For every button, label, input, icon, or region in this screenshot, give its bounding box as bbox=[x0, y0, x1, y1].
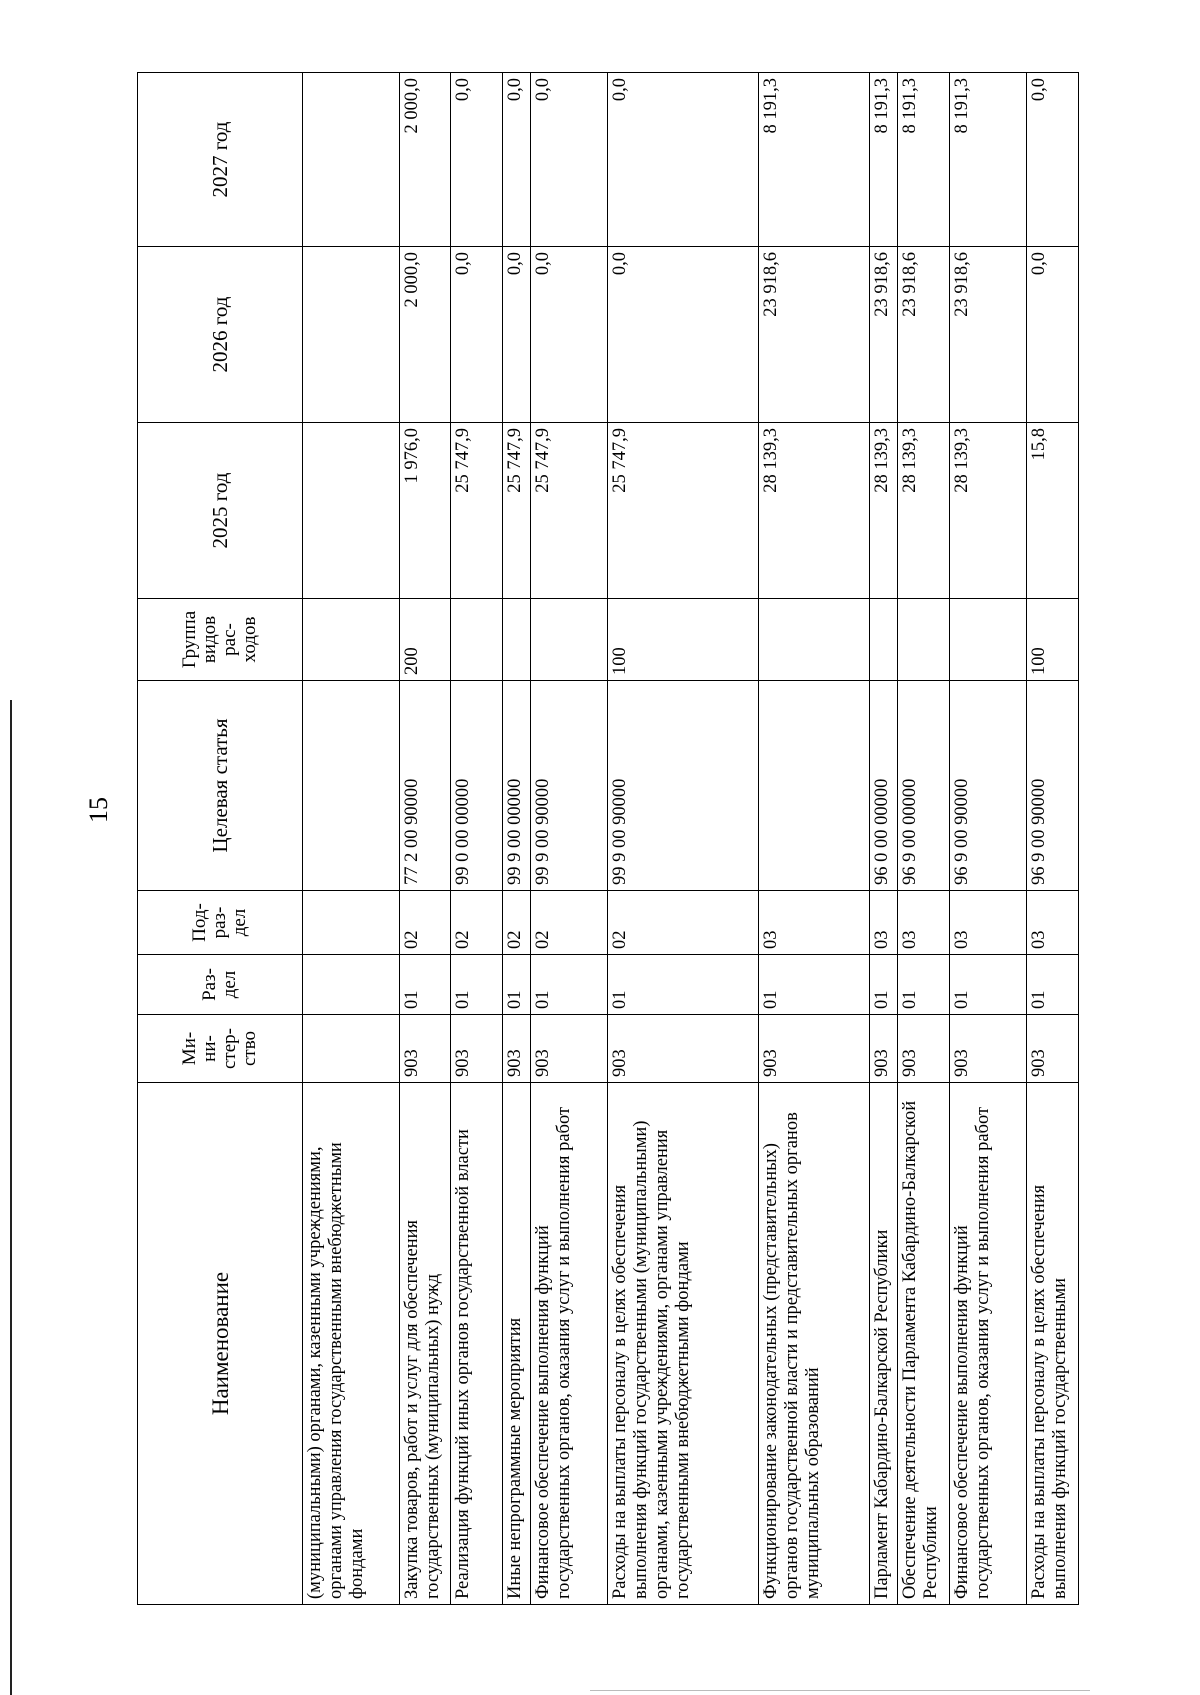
row-name: (муниципальными) органами, казенными учреждениями, органами управления государственными внебюджетными фондами bbox=[303, 1083, 400, 1605]
row-exp-group bbox=[870, 599, 898, 681]
row-2026 bbox=[303, 247, 400, 423]
header-ministry bbox=[138, 1015, 303, 1083]
row-section: 01 bbox=[399, 955, 451, 1015]
row-section: 01 bbox=[530, 955, 607, 1015]
row-ministry: 903 bbox=[898, 1015, 950, 1083]
page-number: 15 bbox=[84, 797, 113, 823]
table-row bbox=[303, 73, 400, 1605]
row-ministry: 903 bbox=[399, 1015, 451, 1083]
row-name: Реализация функций иных органов государственной власти bbox=[451, 1083, 503, 1605]
row-2025: 25 747,9 bbox=[451, 423, 503, 599]
row-2026: 23 918,6 bbox=[758, 247, 870, 423]
row-section: 01 bbox=[949, 955, 1026, 1015]
row-target: 99 0 00 00000 bbox=[451, 681, 503, 891]
row-2026: 23 918,6 bbox=[870, 247, 898, 423]
row-name: Парламент Кабардино-Балкарской Республики bbox=[870, 1083, 898, 1605]
row-2027: 0,0 bbox=[451, 73, 503, 247]
row-subsection: 03 bbox=[758, 891, 870, 955]
row-section: 01 bbox=[758, 955, 870, 1015]
row-name: Обеспечение деятельности Парламента Кабардино-Балкарской Республики bbox=[898, 1083, 950, 1605]
row-subsection: 03 bbox=[1027, 891, 1079, 955]
row-ministry: 903 bbox=[1027, 1015, 1079, 1083]
table-row bbox=[1027, 73, 1079, 1605]
row-target: 99 9 00 90000 bbox=[530, 681, 607, 891]
row-target: 96 9 00 90000 bbox=[1027, 681, 1079, 891]
row-target: 96 0 00 00000 bbox=[870, 681, 898, 891]
row-ministry: 903 bbox=[870, 1015, 898, 1083]
row-2025: 28 139,3 bbox=[870, 423, 898, 599]
row-2026: 0,0 bbox=[502, 247, 530, 423]
row-section bbox=[303, 955, 400, 1015]
row-2026: 23 918,6 bbox=[898, 247, 950, 423]
header-subsection bbox=[138, 891, 303, 955]
scan-bottom-rule bbox=[590, 1690, 1090, 1691]
table-row bbox=[399, 73, 451, 1605]
row-section: 01 bbox=[898, 955, 950, 1015]
row-ministry: 903 bbox=[502, 1015, 530, 1083]
row-exp-group bbox=[949, 599, 1026, 681]
row-exp-group: 100 bbox=[1027, 599, 1079, 681]
table-row bbox=[451, 73, 503, 1605]
budget-table-container bbox=[137, 73, 1079, 1605]
row-exp-group bbox=[758, 599, 870, 681]
header-2027: 2027 год bbox=[138, 73, 303, 247]
row-2027: 0,0 bbox=[1027, 73, 1079, 247]
row-ministry: 903 bbox=[608, 1015, 758, 1083]
row-2025: 28 139,3 bbox=[758, 423, 870, 599]
table-row bbox=[949, 73, 1026, 1605]
row-2027: 8 191,3 bbox=[870, 73, 898, 247]
row-name: Финансовое обеспечение выполнения функций государственных органов, оказания услуг и выполнения работ bbox=[949, 1083, 1026, 1605]
row-2026: 0,0 bbox=[1027, 247, 1079, 423]
row-ministry: 903 bbox=[530, 1015, 607, 1083]
row-exp-group bbox=[530, 599, 607, 681]
row-ministry: 903 bbox=[758, 1015, 870, 1083]
row-exp-group: 200 bbox=[399, 599, 451, 681]
row-2027: 2 000,0 bbox=[399, 73, 451, 247]
row-name: Расходы на выплаты персоналу в целях обеспечения выполнения функций государственными (муниципальными) органами, казенными учреждениями, органами управления государственными внебюджетными фондами bbox=[608, 1083, 758, 1605]
table-row bbox=[608, 73, 758, 1605]
table-row bbox=[870, 73, 898, 1605]
header-2025: 2025 год bbox=[138, 423, 303, 599]
row-subsection: 02 bbox=[399, 891, 451, 955]
row-target bbox=[758, 681, 870, 891]
row-exp-group bbox=[303, 599, 400, 681]
row-2025 bbox=[303, 423, 400, 599]
row-subsection: 02 bbox=[530, 891, 607, 955]
row-name: Финансовое обеспечение выполнения функций государственных органов, оказания услуг и выполнения работ bbox=[530, 1083, 607, 1605]
row-target: 77 2 00 90000 bbox=[399, 681, 451, 891]
row-2025: 25 747,9 bbox=[502, 423, 530, 599]
row-2027: 8 191,3 bbox=[949, 73, 1026, 247]
row-2027: 0,0 bbox=[608, 73, 758, 247]
table-row bbox=[502, 73, 530, 1605]
row-target: 96 9 00 90000 bbox=[949, 681, 1026, 891]
row-2025: 15,8 bbox=[1027, 423, 1079, 599]
row-subsection: 03 bbox=[949, 891, 1026, 955]
header-ministry-text: Ми- ни- стер- ство bbox=[179, 1028, 260, 1069]
row-2027: 8 191,3 bbox=[898, 73, 950, 247]
header-exp-group-text: Группа видов рас- ходов bbox=[179, 610, 260, 669]
row-2027: 0,0 bbox=[502, 73, 530, 247]
header-2026: 2026 год bbox=[138, 247, 303, 423]
row-2027: 0,0 bbox=[530, 73, 607, 247]
row-subsection: 02 bbox=[451, 891, 503, 955]
header-name: Наименование bbox=[138, 1083, 303, 1605]
row-subsection: 03 bbox=[898, 891, 950, 955]
row-section: 01 bbox=[1027, 955, 1079, 1015]
row-section: 01 bbox=[608, 955, 758, 1015]
row-name: Иные непрограммные мероприятия bbox=[502, 1083, 530, 1605]
row-ministry: 903 bbox=[949, 1015, 1026, 1083]
row-2026: 0,0 bbox=[608, 247, 758, 423]
scan-edge-line bbox=[10, 700, 12, 1695]
row-2027: 8 191,3 bbox=[758, 73, 870, 247]
row-subsection: 02 bbox=[608, 891, 758, 955]
row-ministry bbox=[303, 1015, 400, 1083]
budget-table bbox=[137, 72, 1079, 1605]
row-section: 01 bbox=[502, 955, 530, 1015]
row-exp-group: 100 bbox=[608, 599, 758, 681]
row-name: Расходы на выплаты персоналу в целях обеспечения выполнения функций государственными bbox=[1027, 1083, 1079, 1605]
row-2025: 28 139,3 bbox=[949, 423, 1026, 599]
header-target: Целевая статья bbox=[138, 681, 303, 891]
table-row bbox=[530, 73, 607, 1605]
row-2026: 23 918,6 bbox=[949, 247, 1026, 423]
row-exp-group bbox=[898, 599, 950, 681]
header-section bbox=[138, 955, 303, 1015]
table-row bbox=[758, 73, 870, 1605]
header-exp-group bbox=[138, 599, 303, 681]
header-section-text: Раз- дел bbox=[199, 968, 240, 1001]
table-row bbox=[898, 73, 950, 1605]
row-2025: 1 976,0 bbox=[399, 423, 451, 599]
row-ministry: 903 bbox=[451, 1015, 503, 1083]
row-exp-group bbox=[502, 599, 530, 681]
row-target: 96 9 00 00000 bbox=[898, 681, 950, 891]
row-2026: 0,0 bbox=[451, 247, 503, 423]
row-subsection: 03 bbox=[870, 891, 898, 955]
row-section: 01 bbox=[870, 955, 898, 1015]
row-name: Закупка товаров, работ и услуг для обеспечения государственных (муниципальных) нужд bbox=[399, 1083, 451, 1605]
row-subsection bbox=[303, 891, 400, 955]
row-2025: 25 747,9 bbox=[608, 423, 758, 599]
row-exp-group bbox=[451, 599, 503, 681]
row-subsection: 02 bbox=[502, 891, 530, 955]
row-name: Функционирование законодательных (представительных) органов государственной власти и представительных органов муниципальных образований bbox=[758, 1083, 870, 1605]
row-section: 01 bbox=[451, 955, 503, 1015]
row-2025: 28 139,3 bbox=[898, 423, 950, 599]
row-target: 99 9 00 00000 bbox=[502, 681, 530, 891]
header-row bbox=[138, 73, 303, 1605]
header-subsection-text: Под- раз- дел bbox=[189, 903, 250, 942]
row-2027 bbox=[303, 73, 400, 247]
row-target bbox=[303, 681, 400, 891]
row-target: 99 9 00 90000 bbox=[608, 681, 758, 891]
row-2026: 2 000,0 bbox=[399, 247, 451, 423]
row-2026: 0,0 bbox=[530, 247, 607, 423]
row-2025: 25 747,9 bbox=[530, 423, 607, 599]
